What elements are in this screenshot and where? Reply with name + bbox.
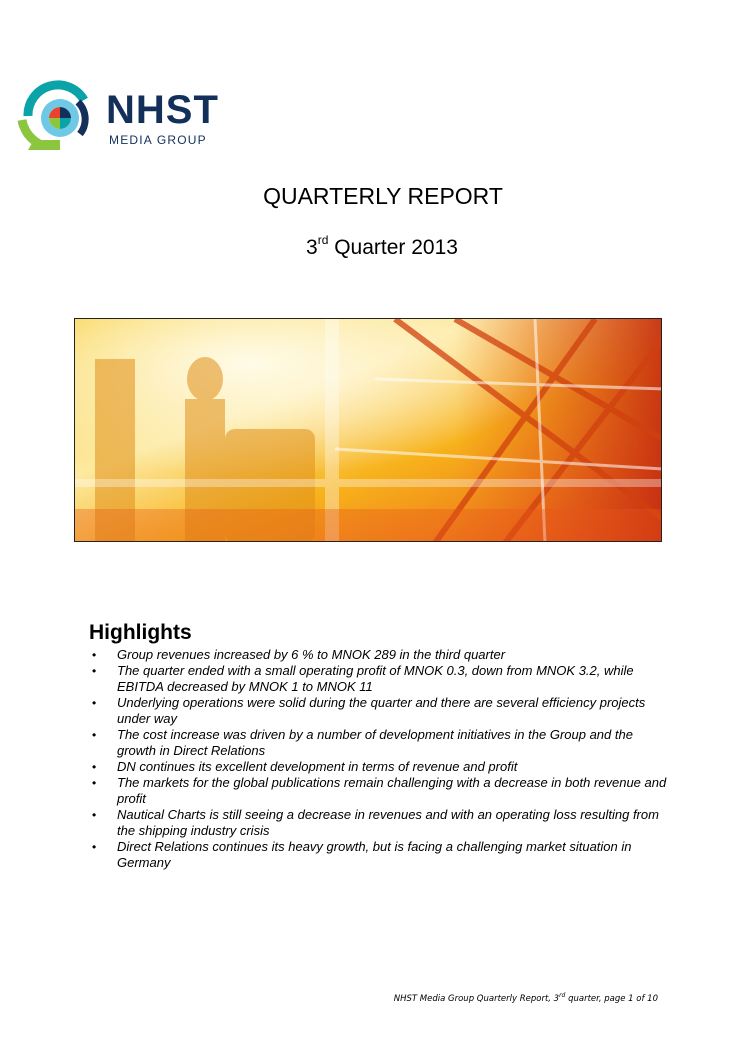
highlights-heading: Highlights <box>89 621 192 644</box>
footer-rest: quarter, page 1 of 10 <box>565 993 658 1004</box>
highlight-item: • The quarter ended with a small operating profit of MNOK 0.3, down from MNOK 3.2, while EBITDA decreased by MNOK 1 to MNOK 11 <box>89 663 669 695</box>
logo-name: NHST <box>106 88 219 132</box>
highlight-item: • The cost increase was driven by a number of development initiatives in the Group and the growth in Direct Relations <box>89 727 669 759</box>
highlight-item: • Nautical Charts is still seeing a decrease in revenues and with an operating loss resulting from the shipping industry crisis <box>89 807 669 839</box>
highlight-item: • DN continues its excellent development in terms of revenue and profit <box>89 759 669 775</box>
report-quarter <box>0 228 746 262</box>
highlights-list <box>89 647 669 871</box>
quarter-rest: Quarter 2013 <box>328 236 458 259</box>
highlight-item: • The markets for the global publications remain challenging with a decrease in both revenue and profit <box>89 775 669 807</box>
quarter-suffix: rd <box>317 233 329 247</box>
banner-photo <box>75 319 662 542</box>
highlight-item: • Group revenues increased by 6 % to MNOK 289 in the third quarter <box>89 647 669 663</box>
highlight-item: • Direct Relations continues its heavy growth, but is facing a challenging market situation in Germany <box>89 839 669 871</box>
cover-banner-image <box>74 318 662 542</box>
footer-suffix: rd <box>559 992 566 999</box>
nhst-logo <box>14 80 254 150</box>
report-title: QUARTERLY REPORT <box>263 183 503 209</box>
nhst-logo-icon <box>14 80 102 150</box>
page-footer <box>394 990 658 1005</box>
quarter-number: 3 <box>306 236 318 259</box>
logo-subtitle: MEDIA GROUP <box>109 133 207 147</box>
highlight-item: • Underlying operations were solid during the quarter and there are several efficiency projects under way <box>89 695 669 727</box>
footer-prefix: NHST Media Group Quarterly Report, 3 <box>393 993 560 1004</box>
